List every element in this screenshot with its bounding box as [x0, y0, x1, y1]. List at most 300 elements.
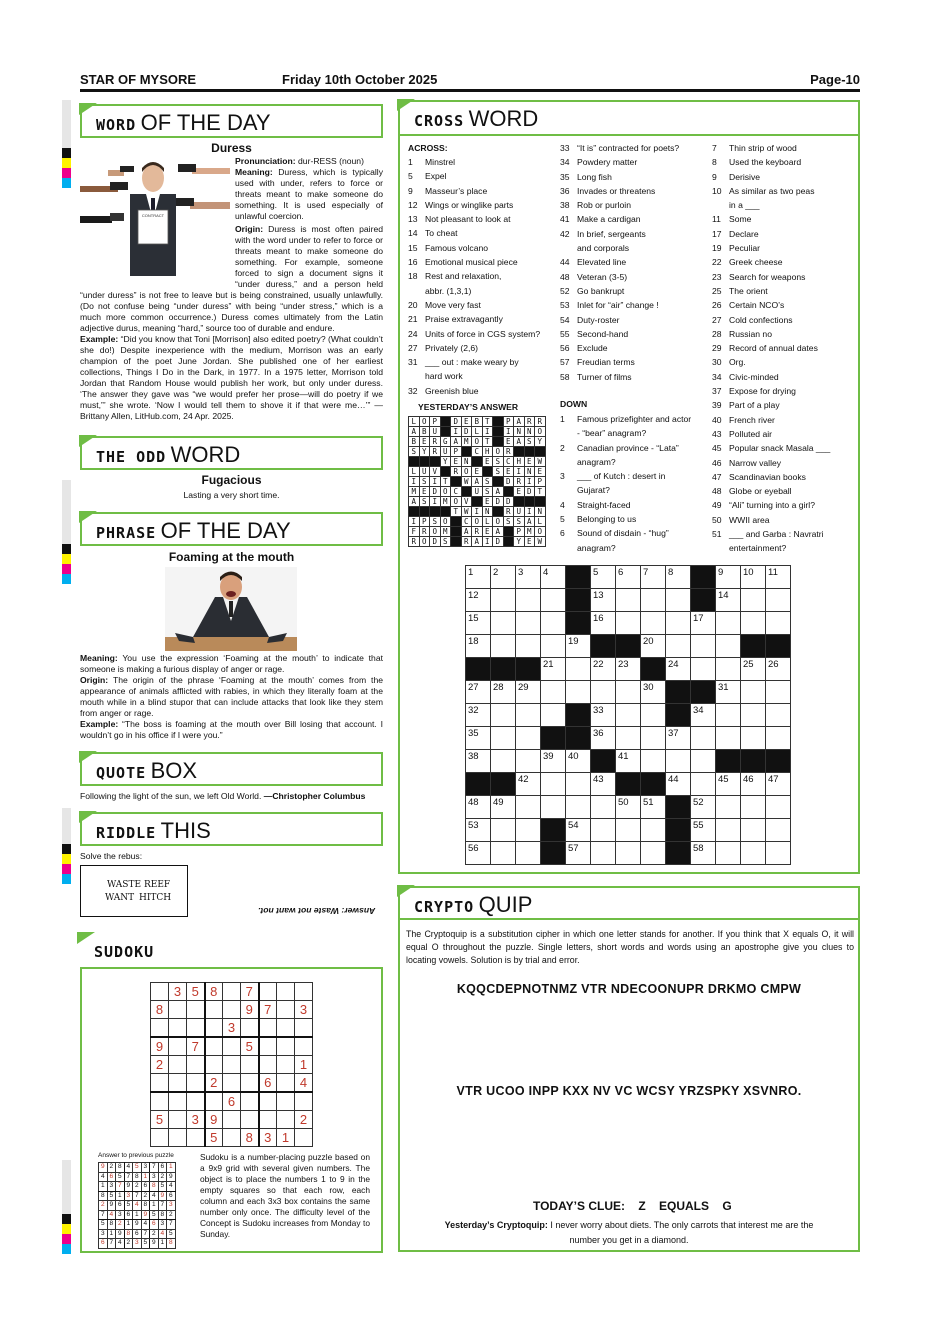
sudoku-description: Sudoku is a number-placing puzzle based on a 9x9 grid with several given numbers. The object is to place the numbers 1 to 9 in the empty squares so that each row, each column and each 3x3 box contains the same number only once. The difficulty level of the Concept is Sudoku increases from Monday to Sunday.	[200, 1152, 370, 1239]
page-number: Page-10	[810, 72, 860, 87]
sudoku-cell[interactable]	[277, 1056, 295, 1074]
crossword-cell[interactable]: 58	[691, 842, 716, 865]
crossword-cell[interactable]	[516, 612, 541, 635]
sudoku-cell[interactable]	[151, 1074, 169, 1093]
crossword-cell[interactable]	[641, 704, 666, 727]
crossword-cell[interactable]	[766, 842, 791, 865]
word-meaning: Duress, which is typically used with under, refers to force or threats meant to make someone do something. It is used especially of unlawful coercion.	[235, 167, 383, 221]
crossword-cell[interactable]: 2	[491, 566, 516, 589]
crossword-cell[interactable]	[491, 842, 516, 865]
crossword-cell[interactable]	[566, 658, 591, 681]
clue-number: 9	[712, 171, 717, 182]
sudoku-cell[interactable]: 2	[151, 1056, 169, 1074]
sudoku-cell[interactable]: 7	[187, 1037, 205, 1056]
sudoku-cell[interactable]	[169, 1092, 187, 1111]
crossword-cell[interactable]	[541, 635, 566, 658]
sudoku-cell[interactable]	[277, 1019, 295, 1038]
odd-word-meaning: Lasting a very short time.	[183, 490, 280, 500]
sudoku-cell[interactable]	[295, 1092, 313, 1111]
clue-item	[712, 212, 830, 226]
crossword-cell[interactable]: 48	[466, 796, 491, 819]
sudoku-cell[interactable]	[223, 1111, 241, 1129]
sudoku-cell[interactable]	[259, 1056, 277, 1074]
crossword-cell[interactable]: 51	[641, 796, 666, 819]
crossword-block	[591, 635, 616, 658]
crossword-cell[interactable]: 26	[766, 658, 791, 681]
crossword-cell[interactable]	[666, 750, 691, 773]
yesterday-cryptoquip	[440, 1218, 818, 1248]
crossword-cell[interactable]	[641, 819, 666, 842]
crossword-cell[interactable]	[591, 796, 616, 819]
sudoku-cell[interactable]: 9	[241, 1001, 259, 1019]
sudoku-answer-label: Answer to previous puzzle	[98, 1152, 174, 1159]
crossword-cell[interactable]	[766, 612, 791, 635]
crossword-cell[interactable]	[691, 635, 716, 658]
sudoku-cell[interactable]	[259, 1037, 277, 1056]
crossword-cell[interactable]	[741, 819, 766, 842]
sudoku-cell[interactable]	[241, 1092, 259, 1111]
crossword-cell[interactable]	[616, 681, 641, 704]
answer-letter: P	[451, 447, 462, 457]
clue-text: Not pleasant to look at	[425, 214, 511, 225]
sudoku-cell[interactable]	[169, 1129, 187, 1147]
answer-letter: E	[482, 527, 493, 537]
section-tab-icon	[77, 932, 95, 944]
crossword-cell[interactable]	[716, 842, 741, 865]
crossword-cell[interactable]	[691, 773, 716, 796]
crossword-cell[interactable]	[766, 727, 791, 750]
answer-cell: 3	[150, 1172, 159, 1182]
crossword-cell[interactable]: 42	[516, 773, 541, 796]
answer-letter: A	[451, 437, 462, 447]
clue-text: Praise extravagantly	[425, 314, 503, 325]
clue-text: Famous prizefighter and actor	[577, 414, 692, 424]
sudoku-cell[interactable]	[259, 1092, 277, 1111]
clue-number: 25	[712, 285, 722, 296]
clue-number: 4	[560, 499, 565, 510]
sudoku-cell[interactable]: 2	[295, 1111, 313, 1129]
answer-cell: 6	[116, 1201, 125, 1211]
clue-text: WWII area	[729, 514, 770, 525]
sudoku-cell[interactable]	[169, 1001, 187, 1019]
answer-block	[493, 417, 504, 427]
answer-letter: V	[461, 497, 472, 507]
section-title-small: CROSS	[414, 112, 465, 130]
sudoku-cell[interactable]	[169, 1019, 187, 1038]
sudoku-cell[interactable]	[223, 1001, 241, 1019]
clue-item	[712, 355, 830, 369]
sudoku-cell[interactable]: 1	[277, 1129, 295, 1147]
answer-letter: L	[535, 517, 546, 527]
todays-clue	[398, 1185, 860, 1213]
crossword-cell[interactable]: 16	[591, 612, 616, 635]
answer-cell: 2	[150, 1229, 159, 1239]
answer-letter: U	[514, 507, 525, 517]
crossword-cell[interactable]	[516, 635, 541, 658]
sudoku-cell[interactable]: 6	[223, 1092, 241, 1111]
crossword-cell[interactable]: 1	[466, 566, 491, 589]
crossword-cell[interactable]: 11	[766, 566, 791, 589]
answer-cell: 1	[141, 1172, 150, 1182]
crossword-cell[interactable]	[616, 819, 641, 842]
clue-text: The orient	[729, 285, 768, 296]
answer-cell: 7	[107, 1239, 116, 1249]
crossword-cell[interactable]: 56	[466, 842, 491, 865]
issue-date: Friday 10th October 2025	[282, 72, 438, 87]
crossword-cell[interactable]: 18	[466, 635, 491, 658]
sudoku-cell[interactable]	[187, 1092, 205, 1111]
crossword-cell[interactable]	[541, 796, 566, 819]
crossword-cell[interactable]	[591, 681, 616, 704]
clue-item	[712, 298, 830, 312]
answer-letter: E	[524, 457, 535, 467]
sudoku-cell[interactable]	[169, 1056, 187, 1074]
sudoku-cell[interactable]	[277, 1074, 295, 1093]
sudoku-cell[interactable]	[223, 983, 241, 1001]
sudoku-cell[interactable]	[277, 1001, 295, 1019]
crossword-cell[interactable]: 32	[466, 704, 491, 727]
crossword-cell[interactable]: 14	[716, 589, 741, 612]
clue-text: Make a cardigan	[577, 214, 641, 225]
crossword-cell[interactable]: 35	[466, 727, 491, 750]
sudoku-cell[interactable]	[295, 1019, 313, 1038]
sudoku-cell[interactable]	[223, 1074, 241, 1093]
crossword-cell[interactable]	[616, 704, 641, 727]
crossword-cell[interactable]	[716, 704, 741, 727]
sudoku-cell[interactable]	[295, 1037, 313, 1056]
rebus-word: WANT	[105, 893, 135, 903]
crossword-cell[interactable]: 27	[466, 681, 491, 704]
crossword-cell[interactable]	[641, 842, 666, 865]
crossword-cell[interactable]	[541, 589, 566, 612]
crossword-cell[interactable]: 50	[616, 796, 641, 819]
clue-item	[712, 141, 830, 155]
crossword-cell[interactable]	[491, 819, 516, 842]
crossword-cell[interactable]	[741, 727, 766, 750]
crossword-cell[interactable]	[491, 750, 516, 773]
crossword-cell[interactable]: 41	[616, 750, 641, 773]
crossword-cell[interactable]: 45	[716, 773, 741, 796]
crossword-cell[interactable]: 30	[641, 681, 666, 704]
clue-item	[712, 313, 830, 327]
sudoku-cell[interactable]: 3	[187, 1111, 205, 1129]
answer-letter: N	[514, 427, 525, 437]
answer-letter: D	[461, 427, 472, 437]
crossword-cell[interactable]: 40	[566, 750, 591, 773]
crossword-cell[interactable]	[741, 796, 766, 819]
crossword-cell[interactable]: 12	[466, 589, 491, 612]
answer-cell: 4	[141, 1220, 150, 1230]
clue-number: 23	[712, 271, 722, 282]
crossword-cell[interactable]	[716, 612, 741, 635]
crossword-cell[interactable]: 34	[691, 704, 716, 727]
crossword-cell[interactable]	[641, 612, 666, 635]
crossword-cell[interactable]	[566, 796, 591, 819]
crossword-cell[interactable]	[716, 819, 741, 842]
crossword-cell[interactable]	[691, 727, 716, 750]
crossword-cell[interactable]: 53	[466, 819, 491, 842]
answer-cell: 2	[116, 1220, 125, 1230]
section-title-small: CRYPTO	[414, 898, 475, 916]
sudoku-cell[interactable]: 3	[259, 1129, 277, 1147]
cryptoquip-intro: The Cryptoquip is a substitution cipher in which one letter stands for another. If you think that X equals O, it will equal O throughout the puzzle. Single letters, short words and words using an apostrophe give you clues to locating vowels. Solution is by trial and error.	[406, 929, 854, 965]
crossword-cell[interactable]	[516, 704, 541, 727]
crossword-cell[interactable]	[766, 819, 791, 842]
sudoku-cell[interactable]: 9	[205, 1111, 223, 1129]
sudoku-cell[interactable]: 5	[187, 983, 205, 1001]
crossword-cell[interactable]	[516, 819, 541, 842]
crossword-cell[interactable]: 55	[691, 819, 716, 842]
crossword-cell[interactable]	[666, 612, 691, 635]
sudoku-cell[interactable]	[187, 1019, 205, 1038]
sudoku-cell[interactable]	[277, 1092, 295, 1111]
sudoku-cell[interactable]: 5	[241, 1037, 259, 1056]
sudoku-cell[interactable]	[241, 1019, 259, 1038]
crossword-cell[interactable]: 4	[541, 566, 566, 589]
section-tab-icon	[79, 751, 97, 763]
odd-word: Fugacious	[201, 473, 262, 487]
crossword-cell[interactable]	[741, 704, 766, 727]
sudoku-cell[interactable]	[187, 1074, 205, 1093]
section-title-large: WORD	[170, 442, 241, 467]
clue-text: Move very fast	[425, 299, 481, 310]
clue-number: 5	[408, 171, 413, 182]
answer-block	[440, 507, 451, 517]
crossword-cell[interactable]	[591, 842, 616, 865]
crossword-cell[interactable]: 6	[616, 566, 641, 589]
crossword-cell[interactable]: 38	[466, 750, 491, 773]
crossword-cell[interactable]: 23	[616, 658, 641, 681]
clue-number: 51	[712, 529, 722, 540]
crossword-cell[interactable]: 33	[591, 704, 616, 727]
sudoku-cell[interactable]	[187, 1001, 205, 1019]
section-tab-icon	[79, 103, 97, 115]
crossword-cell[interactable]	[716, 727, 741, 750]
clue-number: 45	[712, 443, 722, 454]
crossword-cell[interactable]	[541, 612, 566, 635]
crossword-cell[interactable]: 54	[566, 819, 591, 842]
crossword-cell[interactable]	[541, 773, 566, 796]
sudoku-cell[interactable]: 2	[205, 1074, 223, 1093]
crossword-cell[interactable]: 29	[516, 681, 541, 704]
sudoku-cell[interactable]	[169, 1037, 187, 1056]
crossword-cell[interactable]: 10	[741, 566, 766, 589]
sudoku-cell[interactable]	[277, 1037, 295, 1056]
crossword-cell[interactable]	[666, 589, 691, 612]
sudoku-cell[interactable]	[241, 1056, 259, 1074]
crossword-cell[interactable]: 49	[491, 796, 516, 819]
sudoku-cell[interactable]: 7	[241, 983, 259, 1001]
crossword-cell[interactable]	[641, 589, 666, 612]
clue-text: Emotional musical piece	[425, 257, 518, 268]
sudoku-cell[interactable]	[205, 1001, 223, 1019]
crossword-cell[interactable]: 31	[716, 681, 741, 704]
sudoku-cell[interactable]	[151, 1092, 169, 1111]
riddle-header	[80, 812, 383, 846]
crossword-cell[interactable]	[566, 773, 591, 796]
crossword-cell[interactable]: 15	[466, 612, 491, 635]
sudoku-cell[interactable]	[205, 1092, 223, 1111]
crossword-cell[interactable]	[641, 750, 666, 773]
sudoku-cell[interactable]	[187, 1056, 205, 1074]
crossword-cell[interactable]	[691, 750, 716, 773]
crossword-cell[interactable]	[716, 796, 741, 819]
sudoku-cell[interactable]: 9	[151, 1037, 169, 1056]
sudoku-cell[interactable]	[169, 1074, 187, 1093]
crossword-cell[interactable]: 22	[591, 658, 616, 681]
answer-letter: O	[440, 517, 451, 527]
sudoku-cell[interactable]: 4	[295, 1074, 313, 1093]
sudoku-cell[interactable]	[151, 1129, 169, 1147]
crossword-cell[interactable]	[741, 589, 766, 612]
crossword-cell[interactable]: 13	[591, 589, 616, 612]
sudoku-cell[interactable]: 5	[151, 1111, 169, 1129]
sudoku-cell[interactable]: 8	[205, 983, 223, 1001]
crossword-cell[interactable]: 52	[691, 796, 716, 819]
sudoku-cell[interactable]	[259, 1019, 277, 1038]
sudoku-cell[interactable]	[259, 983, 277, 1001]
sudoku-cell[interactable]	[205, 1056, 223, 1074]
crossword-cell[interactable]	[491, 612, 516, 635]
sudoku-cell[interactable]: 3	[295, 1001, 313, 1019]
clue-number: 40	[712, 414, 722, 425]
crossword-cell[interactable]: 36	[591, 727, 616, 750]
sudoku-cell[interactable]: 5	[205, 1129, 223, 1147]
answer-cell: 6	[124, 1210, 133, 1220]
crossword-cell[interactable]	[541, 704, 566, 727]
crossword-cell[interactable]	[666, 635, 691, 658]
sudoku-cell[interactable]	[241, 1074, 259, 1093]
sudoku-cell[interactable]: 1	[295, 1056, 313, 1074]
crossword-cell[interactable]: 44	[666, 773, 691, 796]
clue-item	[560, 284, 679, 298]
sudoku-cell[interactable]	[223, 1037, 241, 1056]
crossword-cell[interactable]	[591, 819, 616, 842]
crossword-cell[interactable]	[516, 796, 541, 819]
sudoku-cell[interactable]	[205, 1037, 223, 1056]
crossword-cell[interactable]	[766, 681, 791, 704]
crossword-cell[interactable]: 43	[591, 773, 616, 796]
crossword-cell[interactable]: 25	[741, 658, 766, 681]
clue-number: 7	[712, 143, 717, 153]
crossword-cell[interactable]: 9	[716, 566, 741, 589]
sudoku-cell[interactable]	[205, 1019, 223, 1038]
sudoku-cell[interactable]: 3	[169, 983, 187, 1001]
crossword-cell[interactable]: 5	[591, 566, 616, 589]
crossword-cell[interactable]	[566, 681, 591, 704]
crossword-cell[interactable]: 57	[566, 842, 591, 865]
sudoku-cell[interactable]: 7	[259, 1001, 277, 1019]
sudoku-cell[interactable]	[223, 1129, 241, 1147]
sudoku-cell[interactable]	[241, 1111, 259, 1129]
sudoku-cell[interactable]	[223, 1056, 241, 1074]
across-label: ACROSS:	[408, 143, 448, 153]
crossword-cell[interactable]: 19	[566, 635, 591, 658]
crossword-cell[interactable]	[716, 635, 741, 658]
sudoku-cell[interactable]: 3	[223, 1019, 241, 1038]
crossword-cell[interactable]	[616, 727, 641, 750]
sudoku-cell[interactable]	[151, 983, 169, 1001]
answer-letter: L	[409, 417, 420, 427]
crossword-cell[interactable]	[491, 727, 516, 750]
crossword-cell[interactable]: 21	[541, 658, 566, 681]
answer-cell: 4	[150, 1191, 159, 1201]
clue-item	[560, 227, 679, 241]
crossword-cell[interactable]: 3	[516, 566, 541, 589]
crossword-cell[interactable]: 28	[491, 681, 516, 704]
crossword-cell[interactable]: 37	[666, 727, 691, 750]
crossword-cell[interactable]: 39	[541, 750, 566, 773]
clue-number: 12	[408, 199, 418, 210]
clue-item	[560, 370, 679, 384]
clue-text: Greenish blue	[425, 385, 479, 396]
contract-sign-text: CONTRACT	[141, 213, 165, 218]
crossword-cell[interactable]	[641, 727, 666, 750]
crossword-cell[interactable]	[741, 842, 766, 865]
answer-cell: 1	[99, 1182, 108, 1192]
crossword-cell[interactable]: 17	[691, 612, 716, 635]
crossword-cell[interactable]	[691, 658, 716, 681]
answer-letter: A	[409, 497, 420, 507]
crossword-cell[interactable]	[616, 842, 641, 865]
answer-block	[503, 527, 514, 537]
crossword-cell[interactable]	[616, 612, 641, 635]
answer-block	[514, 497, 525, 507]
crossword-cell[interactable]: 20	[641, 635, 666, 658]
crossword-cell[interactable]	[516, 727, 541, 750]
crossword-cell[interactable]	[516, 589, 541, 612]
crossword-cell[interactable]	[766, 589, 791, 612]
sudoku-cell[interactable]: 8	[151, 1001, 169, 1019]
answer-letter: H	[514, 457, 525, 467]
sudoku-cell[interactable]	[277, 983, 295, 1001]
crossword-cell[interactable]	[491, 704, 516, 727]
crossword-cell[interactable]: 46	[741, 773, 766, 796]
crossword-cell[interactable]: 24	[666, 658, 691, 681]
crossword-cell[interactable]	[541, 681, 566, 704]
sudoku-cell[interactable]: 8	[241, 1129, 259, 1147]
sudoku-cell[interactable]	[295, 1129, 313, 1147]
sudoku-cell[interactable]	[169, 1111, 187, 1129]
sudoku-cell[interactable]	[295, 983, 313, 1001]
sudoku-cell[interactable]	[151, 1019, 169, 1038]
crossword-cell[interactable]	[491, 635, 516, 658]
sudoku-cell[interactable]	[277, 1111, 295, 1129]
crossword-cell[interactable]: 8	[666, 566, 691, 589]
crossword-cell[interactable]	[716, 658, 741, 681]
clue-text: Invades or threatens	[577, 185, 656, 196]
crossword-cell[interactable]	[741, 681, 766, 704]
sudoku-cell[interactable]: 6	[259, 1074, 277, 1093]
crossword-cell[interactable]	[741, 612, 766, 635]
sudoku-cell[interactable]	[187, 1129, 205, 1147]
answer-block	[535, 497, 546, 507]
clue-item	[712, 498, 830, 512]
answer-letter: W	[535, 537, 546, 547]
clue-item	[712, 284, 830, 298]
sudoku-cell[interactable]	[259, 1111, 277, 1129]
crossword-cell[interactable]: 7	[641, 566, 666, 589]
crossword-cell[interactable]	[516, 750, 541, 773]
crossword-cell[interactable]	[516, 842, 541, 865]
answer-block	[493, 437, 504, 447]
crossword-cell[interactable]	[491, 589, 516, 612]
crossword-cell[interactable]	[616, 589, 641, 612]
crossword-cell[interactable]: 47	[766, 773, 791, 796]
crossword-block	[541, 727, 566, 750]
crossword-cell[interactable]	[766, 796, 791, 819]
crossword-cell[interactable]	[766, 704, 791, 727]
